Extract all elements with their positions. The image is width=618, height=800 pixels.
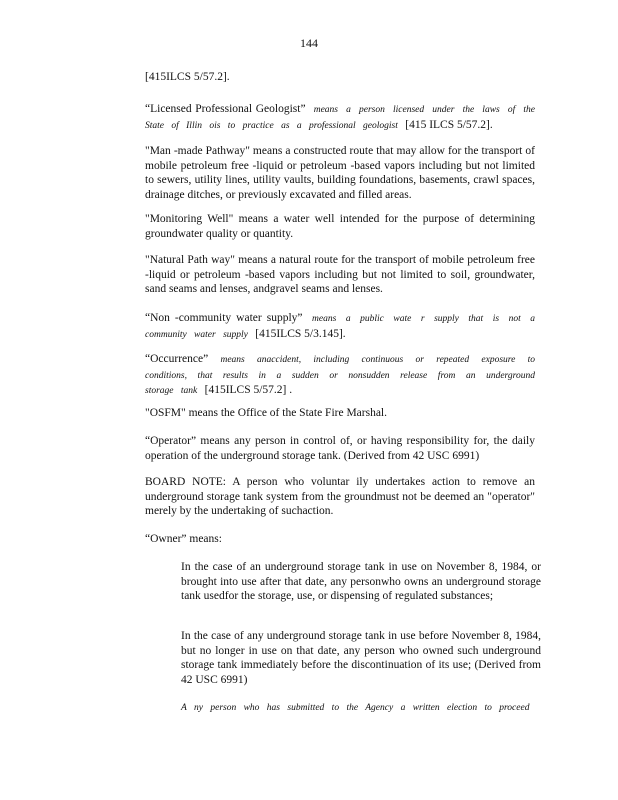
board-note: BOARD NOTE: A person who voluntar ily undertakes action to remove an underground storage tank system from the groundmust not be deemed an "operator" merely by the undertaking of suchaction. [145, 476, 535, 517]
definition-osfm: "OSFM" means the Office of the State Fire Marshal. [145, 407, 388, 419]
owner-clause-b: In the case of any underground storage tank in use before November 8, 1984, but no longer in use on that date, any person who owned such underground storage tank immediately before the discontinuation of its use; (Derived from 42 USC 6991) [181, 630, 541, 686]
definition-term: “Licensed Professional Geologist” [145, 103, 306, 115]
definition-term: “Occurrence” [145, 353, 209, 365]
definition-citation: [415 ILCS 5/57.2]. [405, 118, 493, 131]
owner-clause-a: In the case of an underground storage tank in use on November 8, 1984, or brought into use after that date, any personwho owns an underground storage tank usedfor the storage, use, or dispensing of regulated substances; [181, 561, 541, 602]
owner-clause-c [181, 700, 541, 716]
definition-citation: [415ILCS 5/57.2] . [204, 384, 293, 396]
definition-citation: [415ILCS 5/3.145]. [255, 327, 346, 340]
definition-operator: “Operator” means any person in control of, or having responsibility for, the daily operation of the underground storage tank. (Derived from 42 USC 6991) [145, 435, 535, 462]
page-number: 144 [300, 36, 318, 50]
definition-man-made-pathway: "Man -made Pathway" means a constructed route that may allow for the transport of mobile petroleum free -liquid or petroleum -based vapors including but not limited to sewers, utility lines, utility vaults, building foundations, basements, crawl spaces, drainage ditches, or previously excavated and filled areas. [145, 145, 535, 201]
statutory-text: A ny person who has submitted to the Agency a written election to proceed [181, 703, 530, 713]
definition-statutory-text: means anaccident, including continuous or repeated exposure to conditions, that results in a sudden or nonsudden release from an underground storage tank [145, 355, 535, 396]
definition-monitoring-well: "Monitoring Well" means a water well intended for the purpose of determining groundwater quality or quantity. [145, 213, 535, 240]
definition-term: “Non -community water supply” [145, 312, 303, 324]
definition-owner: “Owner” means: [145, 533, 222, 545]
definition-licensed-professional-geologist [145, 102, 535, 133]
paragraph-citation-continued: [415ILCS 5/57.2]. [145, 71, 230, 83]
definition-statutory-text: means a person licensed under the laws of the State of Illin ois to practice as a professional geologist [145, 105, 536, 131]
definition-non-community-water-supply [145, 311, 535, 342]
definition-statutory-text: means a public wate r supply that is not a community water supply [145, 314, 535, 340]
definition-natural-pathway: "Natural Path way" means a natural route for the transport of mobile petroleum free -liquid or petroleum -based vapors including but not limited to soil, groundwater, sand seams and lenses, andgravel seams and lenses. [145, 254, 535, 295]
definition-occurrence [145, 352, 535, 399]
